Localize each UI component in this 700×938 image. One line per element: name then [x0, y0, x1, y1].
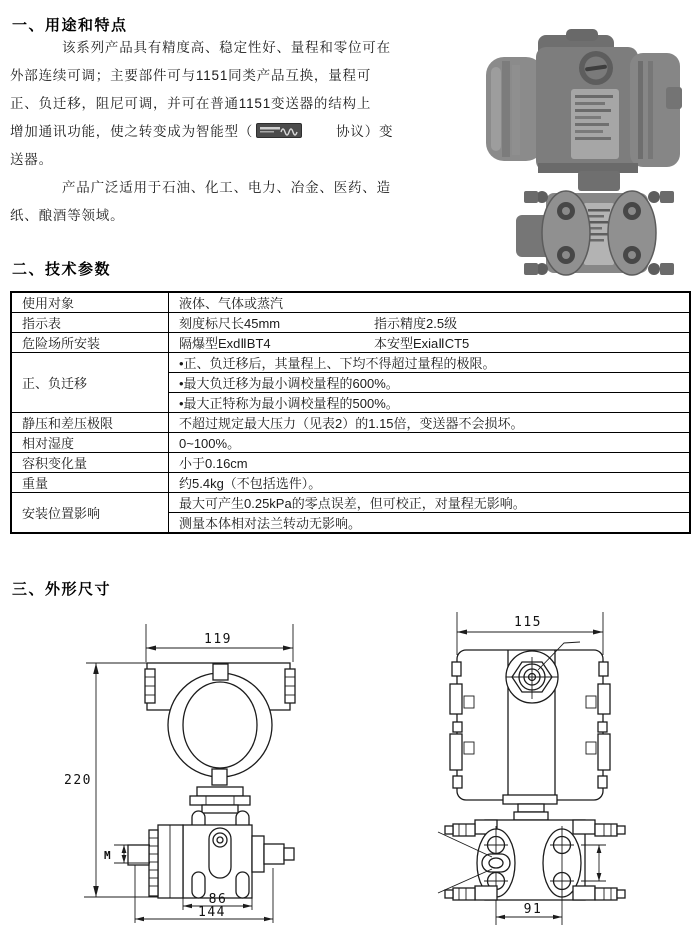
spec-value: 0~100%。 — [169, 433, 691, 453]
table-row — [11, 493, 690, 513]
spec-value: 测量本体相对法兰转动无影响。 — [169, 513, 691, 534]
spec-value: •最大正特称为最小调校量程的500%。 — [169, 393, 691, 413]
spec-value: 约5.4kg（不包括选件）。 — [169, 473, 691, 493]
side-view-drawing — [400, 600, 700, 938]
front-view-drawing — [60, 612, 380, 938]
spec-label: 相对湿度 — [11, 433, 169, 453]
table-row — [11, 473, 690, 493]
intro-line: 外部连续可调；主要部件可与1151同类产品互换，量程可 — [10, 68, 372, 83]
spec-label: 重量 — [11, 473, 169, 493]
spec-value-part: 隔爆型ExdⅡBT4 — [179, 336, 271, 351]
front-view-neck — [190, 787, 250, 813]
intro-paragraphs — [10, 34, 394, 230]
front-view-dim-119 — [146, 624, 293, 662]
photo-flange-body — [516, 191, 674, 275]
intro-line: 产品广泛适用于石油、化工、电力、冶金、医药、造 — [62, 180, 391, 195]
spec-value: 最大可产生0.25kPa的零点误差，但可校正，对量程无影响。 — [169, 493, 691, 513]
spec-value: 小于0.16cm — [169, 453, 691, 473]
table-row — [11, 453, 690, 473]
photo-neck — [578, 171, 620, 191]
spec-value: •正、负迁移后，其量程上、下均不得超过量程的极限。 — [169, 353, 691, 373]
dim-label-M: M — [104, 849, 111, 862]
table-row — [11, 292, 690, 313]
side-view-neck — [503, 795, 557, 820]
intro-line: 送器。 — [10, 152, 53, 167]
specs-table — [10, 291, 691, 534]
hart-protocol-logo-icon — [256, 123, 302, 138]
intro-line: 正、负迁移，阻尼可调，并可在普通1151变送器的结构上 — [10, 96, 372, 111]
dim-label-91: 91 — [523, 902, 543, 917]
table-row — [11, 313, 690, 333]
dim-label-115: 115 — [514, 615, 542, 630]
side-view-dim-91 — [496, 902, 562, 919]
table-row — [11, 353, 690, 373]
spec-label: 危险场所安装 — [11, 333, 169, 353]
intro-line — [10, 118, 394, 146]
section3-title: 三、外形尺寸 — [12, 581, 112, 598]
side-view-dim-115 — [457, 612, 603, 655]
photo-upper-housing — [486, 29, 682, 173]
spec-value-part: 本安型ExiaⅡCT5 — [374, 336, 470, 351]
spec-label: 正、负迁移 — [11, 353, 169, 413]
side-view-housing — [450, 642, 610, 800]
table-row — [11, 413, 690, 433]
table-row — [11, 433, 690, 453]
product-photo — [478, 25, 690, 277]
section1-title: 一、用途和特点 — [12, 17, 128, 34]
spec-value-part: 指示精度2.5级 — [374, 316, 458, 331]
spec-label: 指示表 — [11, 313, 169, 333]
spec-value: 不超过规定最大压力（见表2）的1.15倍，变送器不会损坏。 — [169, 413, 691, 433]
dim-label-86: 86 — [208, 892, 228, 907]
spec-value: 液体、气体或蒸汽 — [169, 292, 691, 313]
spec-label: 安装位置影响 — [11, 493, 169, 534]
intro-line4-pre: 增加通讯功能，使之转变成为智能型（ — [10, 124, 254, 139]
spec-value-part: 刻度标尺长45mm — [179, 316, 281, 331]
table-row — [11, 333, 690, 353]
spec-label: 静压和差压极限 — [11, 413, 169, 433]
intro-line: 纸、酿酒等领域。 — [10, 208, 125, 223]
spec-label: 使用对象 — [11, 292, 169, 313]
spec-label: 容积变化量 — [11, 453, 169, 473]
front-view-housing — [145, 663, 295, 785]
spec-value: •最大负迁移为最小调校量程的600%。 — [169, 373, 691, 393]
intro-line: 该系列产品具有精度高、稳定性好、量程和零位可在 — [62, 40, 391, 55]
section2-title: 二、技术参数 — [12, 261, 112, 278]
dim-label-119: 119 — [204, 632, 232, 647]
spec-value — [169, 313, 691, 333]
front-view-flange-body — [128, 811, 294, 898]
spec-value — [169, 333, 691, 353]
intro-line4-post: 协议）变 — [336, 124, 394, 139]
dim-label-144: 144 — [198, 905, 226, 920]
dim-label-220: 220 — [64, 773, 92, 788]
